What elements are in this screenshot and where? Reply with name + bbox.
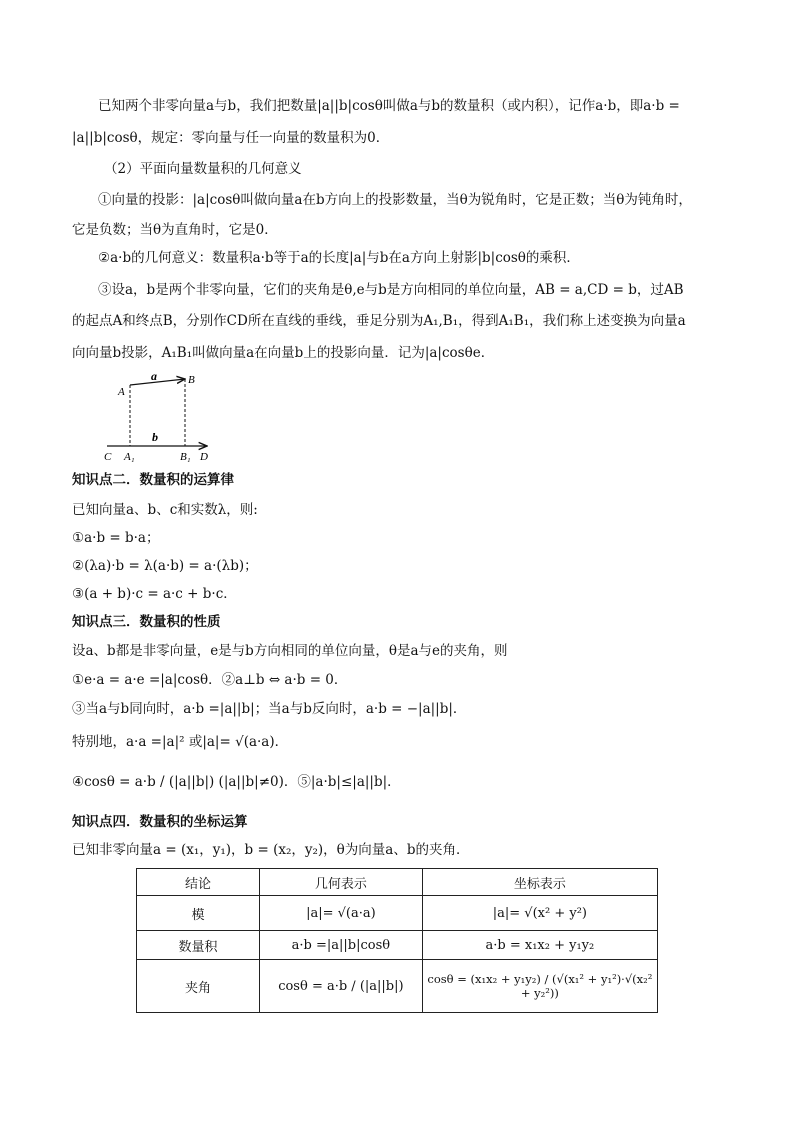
- coordinate-table: [136, 868, 658, 1013]
- para-projection-2: 它是负数；当θ为直角时，它是0．: [72, 222, 278, 238]
- property-3: ③当a与b同向时，a·b =|a||b|；当a与b反向时，a·b = −|a||b|．: [72, 701, 467, 717]
- vector-a-arrow: [130, 379, 185, 385]
- para-operation-laws-intro: 已知向量a、b、c和实数λ，则:: [72, 502, 258, 518]
- table-row: [137, 931, 658, 960]
- property-4-5: ④cosθ = a·b / (|a||b|) (|a||b|≠0)．⑤|a·b|≤|a||b|．: [72, 774, 401, 790]
- table-header-cell: 几何表示: [260, 869, 423, 896]
- para-definition-2: |a||b|cosθ，规定：零向量与任一向量的数量积为0．: [72, 130, 390, 146]
- label-point-C: C: [104, 451, 112, 463]
- para-projection-vector-1: ③设a，b是两个非零向量，它们的夹角是θ,e与b是方向相同的单位向量，AB = a,CD = b，过AB: [98, 282, 684, 298]
- projection-diagram: [95, 368, 225, 463]
- table-cell: cosθ = a·b / (|a||b|): [260, 960, 423, 1013]
- table-cell: a·b = x₁x₂ + y₁y₂: [422, 931, 657, 960]
- label-a: a: [151, 369, 157, 383]
- table-cell: 数量积: [137, 931, 260, 960]
- table-cell: 夹角: [137, 960, 260, 1013]
- table-row: [137, 896, 658, 931]
- label-point-B1: B₁: [180, 451, 191, 463]
- label-point-A1: A₁: [124, 451, 135, 463]
- label-point-D: D: [200, 451, 208, 463]
- law-distributive: ③(a + b)·c = a·c + b·c．: [72, 586, 237, 602]
- table-cell: 模: [137, 896, 260, 931]
- heading-knowledge-3: 知识点三．数量积的性质: [72, 614, 221, 630]
- table-cell: |a|= √(x² + y²): [422, 896, 657, 931]
- section-heading-geometric-meaning: （2）平面向量数量积的几何意义: [104, 161, 302, 177]
- para-projection-1: ①向量的投影：|a|cosθ叫做向量a在b方向上的投影数量，当θ为锐角时，它是正数；当θ为钝角时，: [98, 192, 692, 208]
- label-point-B: B: [188, 374, 195, 386]
- law-commutative: ①a·b = b·a；: [72, 530, 160, 546]
- para-geometric-meaning: ②a·b的几何意义：数量积a·b等于a的长度|a|与b在a方向上射影|b|cosθ的乘积．: [98, 250, 580, 266]
- para-projection-vector-3: 向向量b投影，A₁B₁叫做向量a在向量b上的投影向量．记为|a|cosθe．: [72, 345, 495, 361]
- law-scalar: ②(λa)·b = λ(a·b) = a·(λb)；: [72, 558, 258, 574]
- label-point-A: A: [118, 386, 125, 398]
- property-special: 特别地，a·a =|a|² 或|a|= √(a·a)．: [72, 734, 289, 750]
- property-1-2: ①e·a = a·e =|a|cosθ．②a⊥b ⇔ a·b = 0．: [72, 672, 348, 688]
- table-header-cell: 结论: [137, 869, 260, 896]
- table-cell: a·b =|a||b|cosθ: [260, 931, 423, 960]
- table-header-row: [137, 869, 658, 896]
- label-b: b: [152, 430, 158, 444]
- table-header-cell: 坐标表示: [422, 869, 657, 896]
- table-cell: cosθ = (x₁x₂ + y₁y₂) / (√(x₁² + y₁²)·√(x₂² + y₂²)): [422, 960, 657, 1013]
- para-projection-vector-2: 的起点A和终点B，分别作CD所在直线的垂线，垂足分别为A₁,B₁，得到A₁B₁，我们称上述变换为向量a: [72, 313, 686, 329]
- table-row: [137, 960, 658, 1013]
- heading-knowledge-2: 知识点二．数量积的运算律: [72, 472, 234, 488]
- heading-knowledge-4: 知识点四．数量积的坐标运算: [72, 814, 248, 830]
- table-cell: |a|= √(a·a): [260, 896, 423, 931]
- para-coordinates-intro: 已知非零向量a = (x₁，y₁)，b = (x₂，y₂)，θ为向量a、b的夹角．: [72, 842, 470, 858]
- para-properties-intro: 设a、b都是非零向量，e是与b方向相同的单位向量，θ是a与e的夹角，则: [72, 643, 508, 659]
- para-definition-1: 已知两个非零向量a与b，我们把数量|a||b|cosθ叫做a与b的数量积（或内积），记作a·b，即a·b =: [98, 98, 680, 114]
